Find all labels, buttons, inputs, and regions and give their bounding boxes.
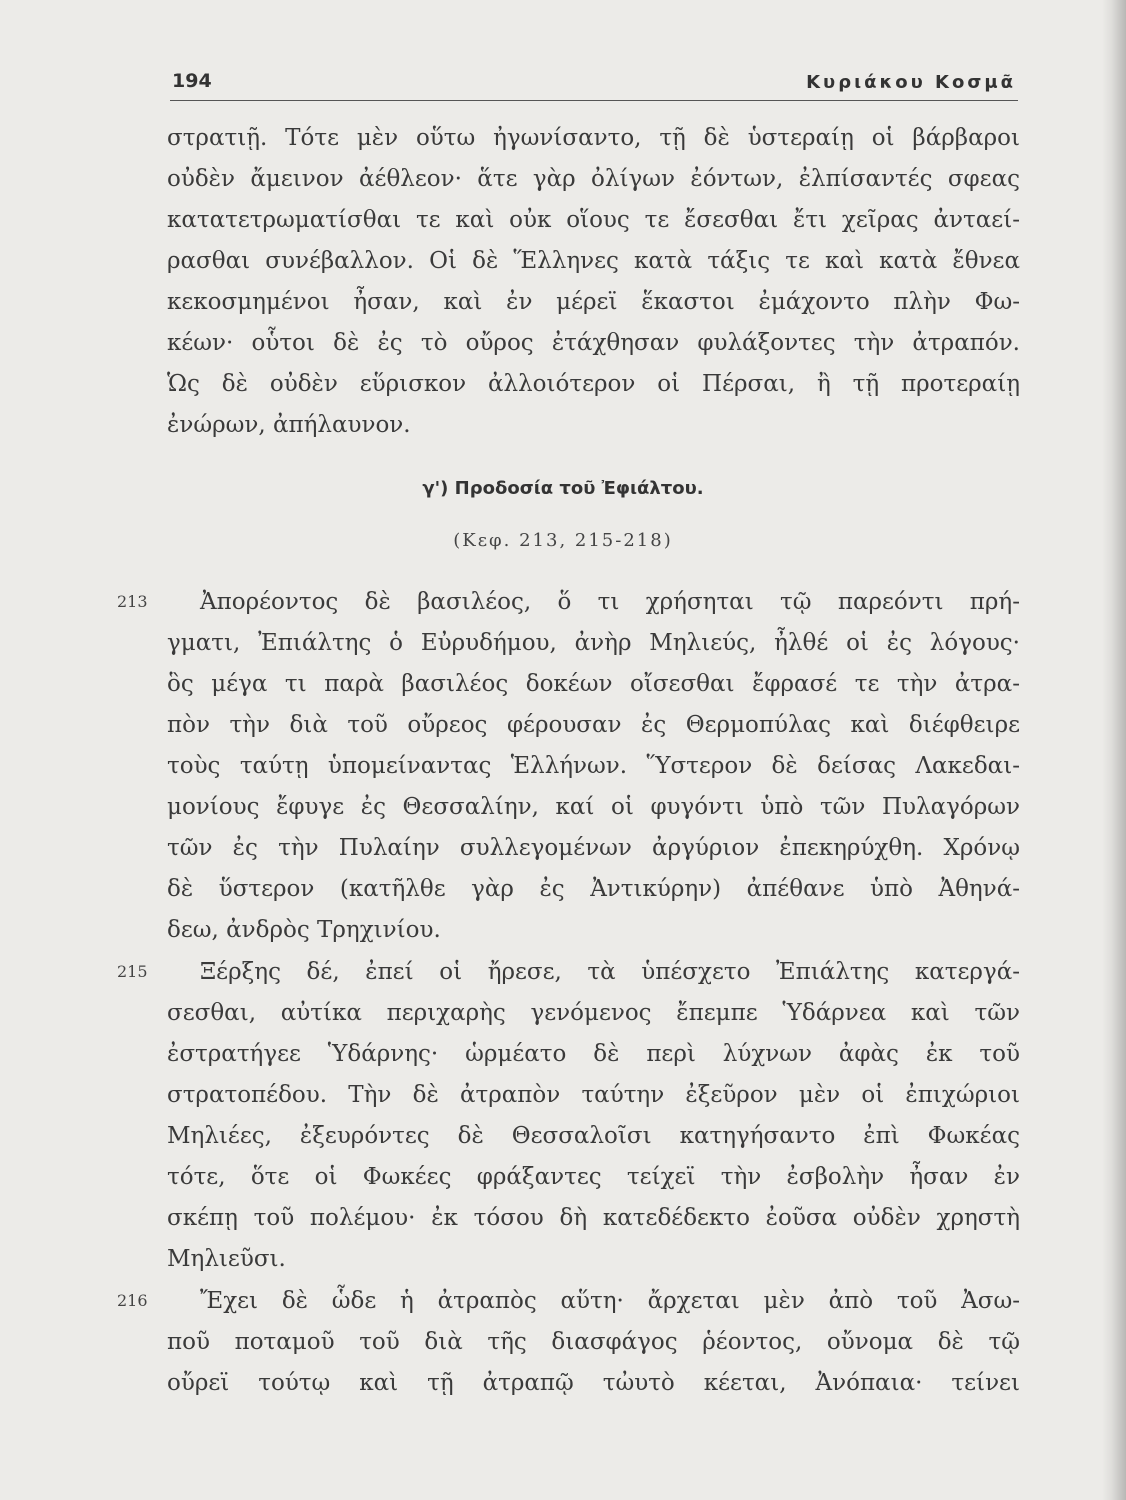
text-line: Μηλιεῦσι.	[167, 1246, 286, 1272]
chapter-number: 216	[117, 1291, 148, 1310]
text-line: γματι, Ἐπιάλτης ὁ Εὐρυδήμου, ἀνὴρ Μηλιεύς, ἦλθέ οἱ ἐς λόγους·	[167, 630, 1020, 656]
text-line: Ὡς δὲ οὐδὲν εὕρισκον ἀλλοιότερον οἱ Πέρσαι, ἢ τῇ προτεραίῃ	[167, 371, 1020, 397]
text-line: ρασθαι συνέβαλλον. Οἱ δὲ Ἕλληνες κατὰ τάξις τε καὶ κατὰ ἔθνεα	[167, 248, 1020, 274]
text-line: ἐνώρων, ἀπήλαυνον.	[167, 412, 411, 438]
text-line: οὔρεϊ τούτῳ καὶ τῇ ἀτραπῷ τὠυτὸ κέεται, Ἀνόπαια· τείνει	[167, 1370, 1020, 1396]
page-number: 194	[172, 70, 212, 92]
text-line: μονίους ἔφυγε ἐς Θεσσαλίην, καί οἱ φυγόντι ὑπὸ τῶν Πυλαγόρων	[167, 794, 1020, 820]
text-line: δὲ ὕστερον (κατῆλθε γὰρ ἐς Ἀντικύρην) ἀπέθανε ὑπὸ Ἀθηνά-	[167, 876, 1020, 902]
text-line: ποῦ ποταμοῦ τοῦ διὰ τῆς διασφάγος ῥέοντος, οὔνομα δὲ τῷ	[167, 1329, 1020, 1355]
text-line: τοὺς ταύτῃ ὑπομείναντας Ἑλλήνων. Ὕστερον δὲ δείσας Λακεδαι-	[167, 753, 1020, 779]
section-reference: (Κεφ. 213, 215-218)	[453, 530, 673, 551]
text-line: τῶν ἐς τὴν Πυλαίην συλλεγομένων ἀργύριον ἐπεκηρύχθη. Χρόνῳ	[167, 835, 1020, 861]
text-line: τότε, ὅτε οἱ Φωκέες φράξαντες τείχεϊ τὴν ἐσβολὴν ἦσαν ἐν	[167, 1164, 1020, 1190]
text-line: οὐδὲν ἄμεινον ἀέθλεον· ἅτε γὰρ ὀλίγων ἐόντων, ἐλπίσαντές σφεας	[167, 166, 1020, 192]
text-line: Μηλιέες, ἐξευρόντες δὲ Θεσσαλοῖσι κατηγήσαντο ἐπὶ Φωκέας	[167, 1123, 1020, 1149]
text-line: Ἀπορέοντος δὲ βασιλέος, ὅ τι χρήσηται τῷ παρεόντι πρή-	[200, 589, 1020, 615]
text-line: Ἔχει δὲ ὧδε ἡ ἀτραπὸς αὕτη· ἄρχεται μὲν ἀπὸ τοῦ Ἀσω-	[200, 1288, 1020, 1314]
running-head: Κυριάκου Κοσμᾶ	[806, 72, 1016, 93]
text-line: σκέπῃ τοῦ πολέμου· ἐκ τόσου δὴ κατεδέδεκτο ἐοῦσα οὐδὲν χρηστὴ	[167, 1205, 1020, 1231]
section-title: γ') Προδοσία τοῦ Ἐφιάλτου.	[422, 478, 704, 499]
text-line: κατατετρωματίσθαι τε καὶ οὐκ οἵους τε ἔσεσθαι ἔτι χεῖρας ἀνταεί-	[167, 207, 1020, 233]
text-line: δεω, ἀνδρὸς Τρηχινίου.	[167, 917, 441, 943]
text-line: Ξέρξης δέ, ἐπεί οἱ ἤρεσε, τὰ ὑπέσχετο Ἐπιάλτης κατεργά-	[200, 959, 1020, 985]
text-line: ἐστρατήγεε Ὑδάρνης· ὡρμέατο δὲ περὶ λύχνων ἀφὰς ἐκ τοῦ	[167, 1041, 1020, 1067]
text-line: κέων· οὗτοι δὲ ἐς τὸ οὔρος ἐτάχθησαν φυλάξοντες τὴν ἀτραπόν.	[167, 330, 1020, 356]
chapter-number: 215	[117, 962, 148, 981]
text-line: σεσθαι, αὐτίκα περιχαρὴς γενόμενος ἔπεμπε Ὑδάρνεα καὶ τῶν	[167, 1000, 1020, 1026]
text-line: στρατοπέδου. Τὴν δὲ ἀτραπὸν ταύτην ἐξεῦρον μὲν οἱ ἐπιχώριοι	[167, 1082, 1020, 1108]
chapter-number: 213	[117, 592, 148, 611]
text-line: πὸν τὴν διὰ τοῦ οὔρεος φέρουσαν ἐς Θερμοπύλας καὶ διέφθειρε	[167, 712, 1020, 738]
page-edge-shadow	[1102, 0, 1126, 1500]
text-line: στρατιῇ. Τότε μὲν οὕτω ἠγωνίσαντο, τῇ δὲ ὑστεραίῃ οἱ βάρβαροι	[167, 125, 1020, 151]
text-line: ὃς μέγα τι παρὰ βασιλέος δοκέων οἴσεσθαι ἔφρασέ τε τὴν ἀτρα-	[167, 671, 1020, 697]
page-header	[170, 66, 1018, 101]
text-line: κεκοσμημένοι ἦσαν, καὶ ἐν μέρεϊ ἕκαστοι ἐμάχοντο πλὴν Φω-	[167, 289, 1020, 315]
